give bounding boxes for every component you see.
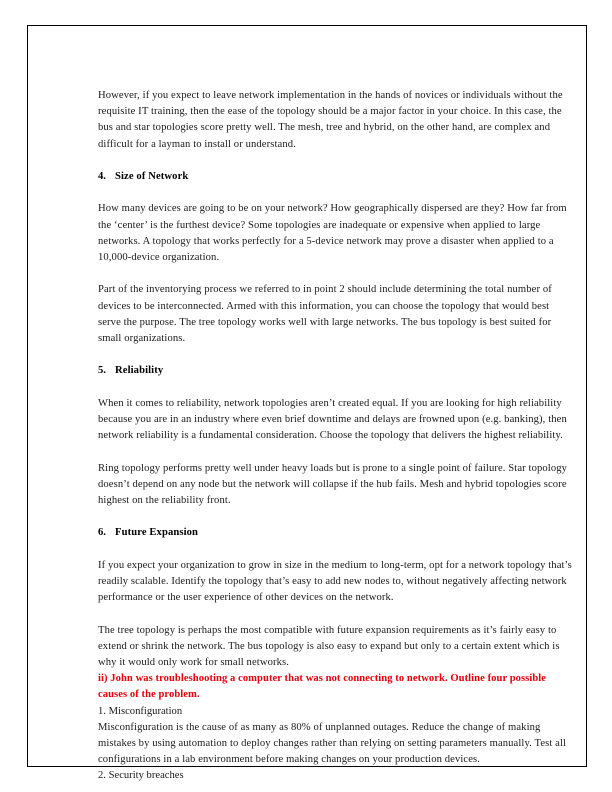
spacer [98, 606, 574, 622]
paragraph-size-1: How many devices are going to be on your network? How geographically dispersed are they? How far from the ‘center’ is the furthest device? Some topologies are inadequate or expensive when applied to large networks. A topology that works perfectly for a 5-device network may prove a disaster when applied to a 10,000-device organization. [98, 203, 567, 263]
document-content [98, 88, 574, 785]
spacer [98, 153, 574, 169]
answer-item-2-label: 2. Security breaches [98, 770, 184, 782]
paragraph-intro: However, if you expect to leave network implementation in the hands of novices or individuals without the requisite IT training, then the ease of the topology should be a major factor in your choice. In this case, the bus and star topologies score pretty well. The mesh, tree and hybrid, on the other hand, are complex and difficult for a layman to install or understand. [98, 90, 563, 150]
heading-size-of-network [98, 169, 574, 185]
spacer [98, 347, 574, 363]
spacer [98, 266, 574, 282]
spacer [98, 185, 574, 201]
paragraph-expansion-1: If you expect your organization to grow in size in the medium to long-term, opt for a network topology that’s readily scalable. Identify the topology that’s easy to add new nodes to, without negatively affecting network performance or the user experience of other devices on the network. [98, 559, 572, 604]
heading-number: 5. [98, 365, 106, 377]
heading-label: Size of Network [115, 171, 189, 182]
page-border-frame [27, 25, 587, 782]
paragraph-answer-1-body: Misconfiguration is the cause of as many as 80% of unplanned outages. Reduce the change of making mistakes by using automation to deploy changes rather than relying on setting parameters manually. Test all configurations in a lab environment before making changes on your production devices. [98, 721, 567, 766]
heading-reliability [98, 363, 574, 379]
heading-number: 4. [98, 171, 106, 182]
spacer [98, 542, 574, 558]
question-prompt: ii) John was troubleshooting a computer that was not connecting to network. Outline four possible causes of the problem. [98, 673, 547, 701]
paragraph-reliability-1: When it comes to reliability, network topologies aren’t created equal. If you are looking for high reliability because you are in an industry where even brief downtime and delays are frowned upon (e.g. banking), then network reliability is a fundamental consideration. Choose the topology that delivers the highest reliability. [98, 397, 567, 442]
heading-future-expansion [98, 525, 574, 541]
spacer [98, 509, 574, 525]
answer-item-1-label: 1. Misconfiguration [98, 705, 183, 717]
paragraph-reliability-2: Ring topology performs pretty well under heavy loads but is prone to a single point of failure. Star topology doesn’t depend on any node but the network will collapse if the hub fails. Mesh and hybrid topologies score highest on the reliability front. [98, 462, 568, 506]
heading-number: 6. [98, 527, 106, 539]
paragraph-expansion-2: The tree topology is perhaps the most compatible with future expansion requirements as it’s fairly easy to extend or shrink the network. The bus topology is also easy to expand but only to a certain extent which is why it would only work for small networks. [98, 624, 560, 668]
spacer [98, 444, 574, 460]
heading-label: Future Expansion [115, 527, 199, 539]
paragraph-size-2: Part of the inventorying process we referred to in point 2 should include determining the total number of devices to be interconnected. Armed with this information, you can choose the topology that would best serve the purpose. The tree topology works well with large networks. The bus topology is best suited for small organizations. [98, 284, 552, 344]
spacer [98, 380, 574, 396]
heading-label: Reliability [115, 365, 164, 377]
